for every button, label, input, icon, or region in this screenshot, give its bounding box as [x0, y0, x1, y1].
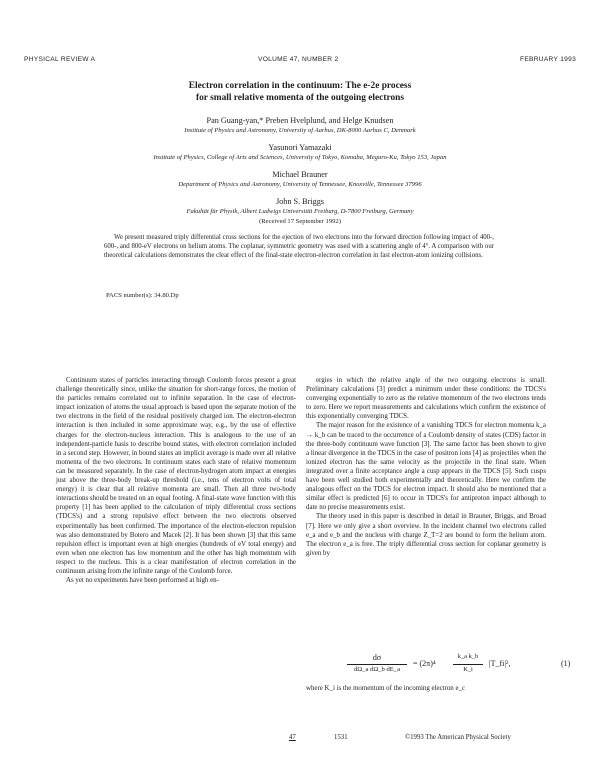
paragraph: ergies in which the relative angle of the two outgoing electrons is small. Preliminary calculations [3] predict a minimum under these conditions: the TDCS's converging exponentially to zero as the relative momentum of the two electrons tends to zero. Here we report measurements and calculations which confirm the existence of this exponentially converging TDCS. — [306, 377, 546, 421]
fraction-bar — [347, 664, 407, 665]
paragraph: Continuum states of particles interacting through Coulomb forces present a great challenge theoretically since, unlike the situation for short-range forces, the motion of the particles remains correlated out to infinite separation. In the case of electron-impact ionization of atoms the usual approach is based upon the separate motion of the two electrons in the field of the residual positively charged ion. The electron-electron interaction is then included in some approximate way, e.g., by the use of effective charges for the electron-nucleus interaction. This is analogous to the use of an independent-particle basis to describe bound states, with electron correlation included in a second step. However, in bound states an implicit average is made over all relative momenta of the two electrons. In continuum states each state of relative momentum can be measured separately. In the case of electron-hydrogen atom impact at energies just above the three-body break-up threshold (i.e., tens of electron volts of total energy) it is clear that all relative momenta are small. Then all three two-body interactions should be treated on an equal footing. A final-state wave function with this property [1] has been applied to the calculation of triply differential cross sections (TDCS's) and a strong repulsive effect between the two electrons observed experimentally has been confirmed. The importance of the electron-electron repulsion was also demonstrated by Botero and Macek [2]. It has been shown [3] that this same repulsion effect is important even at high energies (hundreds of eV total energy) and even when one electron has low momentum and the other has high momentum with respect to the nucleus. This is a clear manifestation of electron correlation in the continuum arising from the infinite range of the Coulomb force. — [56, 377, 296, 575]
left-column — [56, 376, 296, 585]
equation-factor-numerator: k_a k_b — [457, 653, 479, 660]
paper-title-line-2: for small relative momenta of the outgoing electrons — [195, 93, 405, 103]
footer-copyright: ©1993 The American Physical Society — [405, 734, 511, 741]
author-group-4: John S. Briggs — [276, 197, 324, 206]
paragraph: The major reason for the existence of a vanishing TDCS for electron momenta k_a → k_b can be traced to the occurrence of a Coulomb density of states (CDS) factor in the three-body continuum wave function [3]. The same factor has been shown to give a linear divergence in the TDCS in the case of positron ions [4] as projectiles when the ionized electron has the same velocity as the projectile in the final state. When integrated over a finite acceptance angle a cusp appears in the TDCS [5]. Such cusps have been well studied both experimentally and theoretically. Here we confirm the analogous effect on the TDCS for electron impact. It should also be mentioned that a similar effect is predicted [6] to occur in TDCS's for antiproton impact although to date no precise measurements exist. — [306, 422, 546, 512]
equation-number: (1) — [561, 659, 571, 668]
pacs-numbers: PACS number(s): 34.80.Dp — [106, 292, 179, 299]
abstract: We present measured triply differential cross sections for the ejection of two electrons into the forward direction following impact of 400-, 600-, and 800-eV electrons on helium atoms. The coplanar, symmetric geometry was used with a scattering angle of 4°. A comparison with our theoretical calculations demonstrates the clear effect of the final-state electron-electron correlation in fast electron-atom ionizing collisions. — [104, 234, 494, 259]
affiliation-3: Department of Physics and Astronomy, University of Tennessee, Knoxville, Tennessee 37996 — [178, 181, 422, 188]
affiliation-2: Institute of Physics, College of Arts and Sciences, University of Tokyo, Komaba, Meguro-Ku, Tokyo 153, Japan — [153, 154, 447, 161]
volume-issue: VOLUME 47, NUMBER 2 — [258, 56, 339, 63]
equation-factor-denominator: K_i — [463, 666, 473, 673]
equation-tail: |T_fi|², — [489, 659, 511, 668]
received-date: (Received 17 September 1992) — [259, 218, 341, 225]
paragraph: where K_i is the momentum of the incoming electron e_c — [306, 685, 466, 692]
paper-title-line-1: Electron correlation in the continuum: The e-2e process — [188, 81, 412, 91]
post-equation-text — [306, 684, 546, 693]
author-group-3: Michael Brauner — [272, 170, 328, 179]
paragraph: As yet no experiments have been performed at high en- — [66, 577, 219, 585]
footer-page-number: 1531 — [334, 734, 348, 741]
paragraph: The theory used in this paper is described in detail in Brauner, Briggs, and Broad [7]. Here we only give a short overview. In the incident channel two electrons called e_a and e_b and the nucleus with charge Z_T=2 are bound to form the helium atom. The electron e_a is free. The triply differential cross section for coplanar geometry is given by — [306, 513, 546, 557]
footer-volume: 47 — [289, 734, 296, 741]
equation-1 — [335, 653, 595, 679]
equation-constant: = (2π)⁴ — [413, 659, 436, 668]
equation-lhs-denominator: dΩ_a dΩ_b dE_a — [353, 666, 401, 673]
author-group-1: Pan Guang-yan,* Preben Hvelplund, and Helge Knudsen — [206, 116, 394, 125]
affiliation-1: Institute of Physics and Astronomy, University of Aarhus, DK-8000 Aarhus C, Denmark — [184, 127, 416, 134]
affiliation-4: Fakultät für Physik, Albert Ludwigs Universität Freiburg, D-7800 Freiburg, Germany — [186, 208, 414, 215]
author-group-2: Yasunori Yamazaki — [268, 143, 332, 152]
right-column — [306, 376, 546, 558]
fraction-bar — [453, 664, 483, 665]
equation-lhs-numerator: dσ — [372, 653, 382, 662]
journal-name: PHYSICAL REVIEW A — [24, 56, 96, 63]
issue-date: FEBRUARY 1993 — [520, 56, 577, 63]
